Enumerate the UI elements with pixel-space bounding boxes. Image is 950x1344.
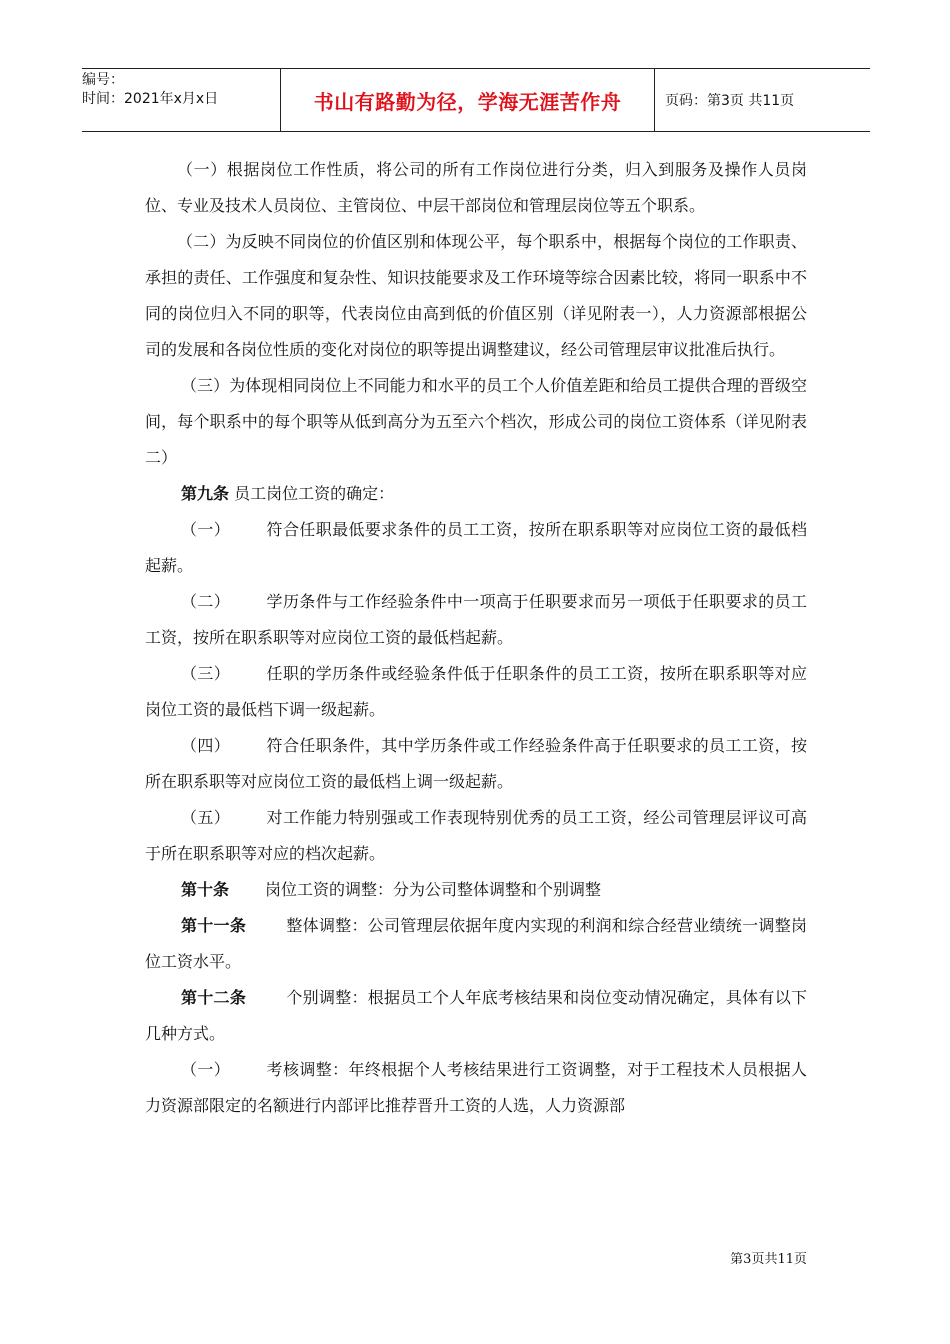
header-motto: 书山有路勤为径，学海无涯苦作舟 bbox=[281, 69, 655, 131]
list-item bbox=[145, 512, 807, 584]
list-item bbox=[145, 728, 807, 800]
article-text: 个别调整：根据员工个人年底考核结果和岗位变动情况确定，具体有以下几种方式。 bbox=[145, 988, 807, 1043]
list-item bbox=[145, 584, 807, 656]
page-footer: 第3页共11页 bbox=[730, 1252, 807, 1267]
list-item bbox=[145, 656, 807, 728]
list-item bbox=[145, 1052, 807, 1124]
paragraph: （一）根据岗位工作性质，将公司的所有工作岗位进行分类，归入到服务及操作人员岗位、专业及技术人员岗位、主管岗位、中层干部岗位和管理层岗位等五个职系。 bbox=[145, 160, 807, 215]
article-title: 第十一条 bbox=[181, 916, 247, 935]
article-text: 员工岗位工资的确定： bbox=[229, 484, 395, 503]
item-number: （一） bbox=[181, 1060, 231, 1079]
item-number: （五） bbox=[181, 808, 231, 827]
header-page-info: 页码：第3页 共11页 bbox=[665, 93, 795, 109]
article-text: 整体调整：公司管理层依据年度内实现的利润和综合经营业绩统一调整岗位工资水平。 bbox=[145, 916, 807, 971]
item-number: （二） bbox=[181, 592, 231, 611]
article-12 bbox=[145, 980, 807, 1052]
item-number: （四） bbox=[181, 736, 231, 755]
doc-number: 编号： bbox=[82, 72, 124, 88]
article-title: 第十条 bbox=[181, 880, 230, 899]
item-number: （一） bbox=[181, 520, 231, 539]
header-meta bbox=[82, 69, 281, 131]
list-item bbox=[145, 800, 807, 872]
article-11 bbox=[145, 908, 807, 980]
page-header bbox=[82, 68, 870, 132]
item-text: 符合任职条件，其中学历条件或工作经验条件高于任职要求的员工工资，按所在职系职等对应岗位工资的最低档上调一级起薪。 bbox=[145, 736, 807, 791]
document-body bbox=[145, 152, 807, 1124]
item-text: 学历条件与工作经验条件中一项高于任职要求而另一项低于任职要求的员工工资，按所在职系职等对应岗位工资的最低档起薪。 bbox=[145, 592, 807, 647]
item-number: （三） bbox=[181, 664, 231, 683]
article-title: 第九条 bbox=[181, 484, 230, 503]
item-text: 对工作能力特别强或工作表现特别优秀的员工工资，经公司管理层评议可高于所在职系职等对应的档次起薪。 bbox=[145, 808, 807, 863]
article-9 bbox=[145, 476, 807, 512]
article-10 bbox=[145, 872, 807, 908]
item-text: 任职的学历条件或经验条件低于任职条件的员工工资，按所在职系职等对应岗位工资的最低档下调一级起薪。 bbox=[145, 664, 807, 719]
item-text: 符合任职最低要求条件的员工工资，按所在职系职等对应岗位工资的最低档起薪。 bbox=[145, 520, 807, 575]
paragraph: （二）为反映不同岗位的价值区别和体现公平，每个职系中，根据每个岗位的工作职责、承担的责任、工作强度和复杂性、知识技能要求及工作环境等综合因素比较，将同一职系中不同的岗位归入不同的职等，代表岗位由高到低的价值区别（详见附表一），人力资源部根据公司的发展和各岗位性质的变化对岗位的职等提出调整建议，经公司管理层审议批准后执行。 bbox=[145, 232, 807, 359]
paragraph: （三）为体现相同岗位上不同能力和水平的员工个人价值差距和给员工提供合理的晋级空间，每个职系中的每个职等从低到高分为五至六个档次，形成公司的岗位工资体系（详见附表二） bbox=[145, 376, 807, 467]
item-text: 考核调整：年终根据个人考核结果进行工资调整，对于工程技术人员根据人力资源部限定的名额进行内部评比推荐晋升工资的人选，人力资源部 bbox=[145, 1060, 807, 1115]
doc-time: 时间：2021年x月x日 bbox=[82, 91, 219, 107]
article-title: 第十二条 bbox=[181, 988, 247, 1007]
article-text: 岗位工资的调整：分为公司整体调整和个别调整 bbox=[265, 880, 602, 899]
